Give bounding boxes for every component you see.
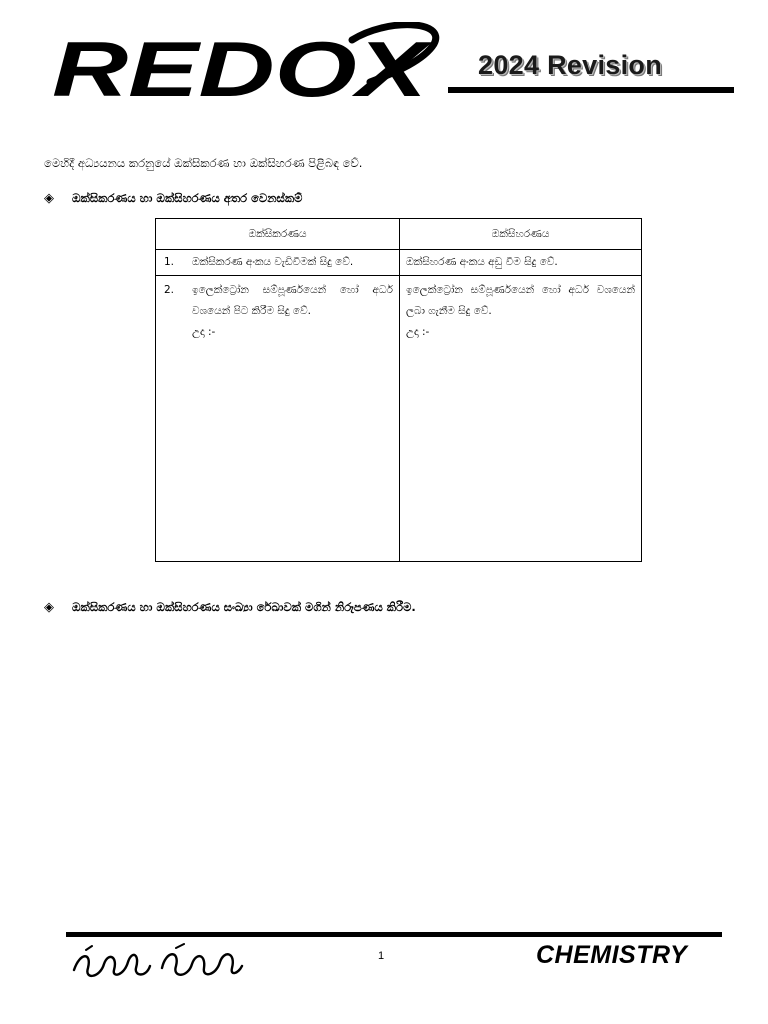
comparison-table <box>155 218 642 562</box>
table-cell <box>400 276 642 562</box>
row-number: 2. <box>164 284 175 296</box>
table-cell <box>400 250 642 276</box>
redox-logo <box>52 22 442 102</box>
table-row <box>156 250 642 276</box>
row-right-text: ඔක්සිහරණ අංකය අඩු වීම සිදු වේ. <box>406 256 558 268</box>
page-number: 1 <box>378 950 385 962</box>
section-heading-number-line <box>44 600 416 615</box>
section-heading-text: ඔක්සිකරණය හා ඔක්සිහරණය සංඛ්‍යා රේඛාවක් මගින් නිරූපණය කිරීම. <box>72 600 416 614</box>
header-oxidation: ඔක්සිකරණය <box>156 219 400 250</box>
logo-text: REDOX <box>52 25 433 102</box>
row-left-text: ඉලෙක්ට්‍රෝන සම්පූර්ණයෙන් හෝ අර්ධ වශයෙන් පිට කිරීම සිදු වේ. <box>192 284 393 317</box>
subject-title: CHEMISTRY <box>536 941 688 969</box>
intro-text: මෙහිදී අධ්‍යයනය කරනුයේ ඔක්සිකරණ හා ඔක්සිහරණ පිළිබඳ වේ. <box>44 156 363 170</box>
table-header-row <box>156 219 642 250</box>
section-heading-differences <box>44 191 302 206</box>
row-left-text: ඔක්සිකරණ අංකය වැඩිවීමක් සිදු වේ. <box>192 256 354 268</box>
header-rule <box>448 87 734 93</box>
section-heading-text: ඔක්සිකරණය හා ඔක්සිහරණය අතර වෙනස්කම් <box>72 191 303 205</box>
table-row <box>156 276 642 562</box>
diamond-bullet-icon: ◈ <box>44 191 54 206</box>
table-cell <box>156 250 400 276</box>
header-reduction: ඔක්සිහරණය <box>400 219 642 250</box>
example-label: උදා :- <box>406 326 430 338</box>
diamond-bullet-icon: ◈ <box>44 600 54 615</box>
footer-rule <box>66 932 722 937</box>
table-cell <box>156 276 400 562</box>
example-label: උදා :- <box>192 326 216 338</box>
revision-title: 2024 Revision <box>478 50 663 80</box>
author-signature <box>66 938 246 988</box>
row-right-text: ඉලෙක්ට්‍රෝන සම්පූර්ණයෙන් හෝ අර්ධ වශයෙන් ලබා ගැනීම සිදු වේ. <box>406 284 635 317</box>
row-number: 1. <box>164 256 175 268</box>
